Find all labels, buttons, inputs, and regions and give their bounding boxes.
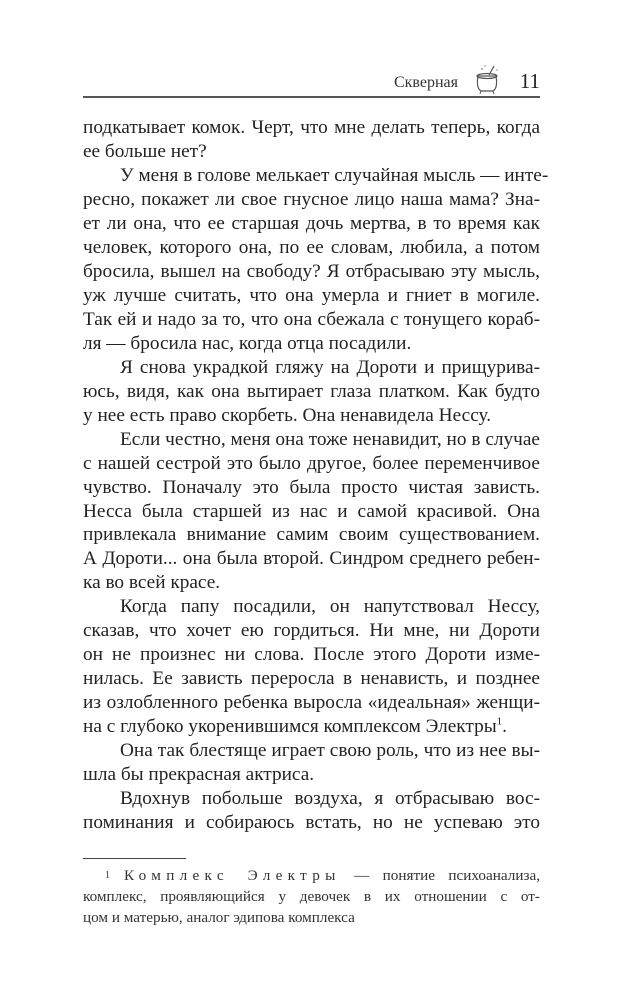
text-line: сказав, что хочет ею гордиться. Ни мне, ни Дороти (83, 620, 540, 642)
text-line: ля — бросила нас, когда отца посадили. (83, 332, 412, 354)
footnote-line: комплекс, проявляющийся у девочек в их отношении с от- (83, 888, 540, 905)
text-line: Она так блестяще играет свою роль, что из нее вы- (120, 740, 540, 762)
text-line: человек, которого она, по ее словам, любила, а потом (83, 236, 540, 258)
text-line: подкатывает комок. Черт, что мне делать теперь, когда (83, 117, 540, 138)
text-line: из озлобленного ребенка выросла «идеальная» женщи- (83, 692, 540, 714)
text-line: А Дороти... она была второй. Синдром среднего ребен- (83, 548, 540, 570)
text-line: шла бы прекрасная актриса. (83, 764, 315, 786)
text-line: Я снова украдкой гляжу на Дороти и прищурива- (120, 356, 540, 378)
text-line: Когда папу посадили, он напутствовал Нессу, (120, 596, 540, 618)
footnote-line: цом и матерью, аналог эдипова комплекса (83, 909, 355, 926)
text-line: Если честно, меня она тоже ненавидит, но в случае (120, 428, 540, 450)
footnote-mark: 1 (105, 870, 110, 881)
header-rule (83, 96, 540, 98)
text-line: на с глубоко укоренившимся комплексом Электры$^1$. (83, 715, 507, 738)
footnote-rule (83, 858, 186, 859)
paragraph (83, 595, 540, 739)
text-line: поминания и собираюсь встать, но не успеваю это (83, 812, 540, 834)
footnote (83, 865, 540, 928)
running-title: Скверная (393, 74, 458, 91)
footnote-reference: 1 (496, 715, 503, 728)
paragraph (83, 356, 540, 428)
paragraph (83, 428, 540, 596)
paragraph (83, 739, 540, 787)
text-line: Несса была старшей из нас и самой красивой. Она (83, 500, 540, 522)
text-line: ка во всей красе. (83, 572, 221, 594)
cauldron-icon (470, 62, 504, 96)
text-line: Так ей и надо за то, что она сбежала с тонущего кораб- (83, 308, 540, 330)
text-line: юсь, видя, как она вытирает глаза платком. Как будто (83, 380, 540, 402)
text-line: привлекала внимание самим своим существованием. (83, 524, 540, 546)
text-line: ее больше нет? (83, 140, 207, 162)
text-line: ет ли она, что ее старшая дочь мертва, в то время как (83, 212, 540, 234)
paragraph (83, 164, 549, 356)
paragraph (83, 116, 540, 164)
page-number: 11 (519, 69, 540, 93)
text-line: уж лучше считать, что она умерла и гниет в могиле. (83, 284, 540, 306)
text-line: с нашей сестрой это было другое, более переменчивое (83, 452, 540, 474)
text-line: У меня в голове мелькает случайная мысль — инте- (120, 164, 549, 186)
text-line: Вдохнув побольше воздуха, я отбрасываю вос- (120, 788, 540, 810)
text-line: бросила, вышел на свободу? Я отбрасываю эту мысль, (83, 260, 540, 282)
footnote-definition-start: — понятие психоанализа, (354, 867, 541, 884)
running-header (83, 66, 540, 96)
footnote-term: Комплекс Электры (124, 867, 341, 884)
paragraph (83, 787, 540, 835)
body-text (83, 116, 549, 835)
text-line: он не произнес ни слова. После этого Дороти изме- (83, 644, 540, 666)
text-line: у нее есть право скорбеть. Она ненавидела Нессу. (83, 404, 492, 426)
text-line: нилась. Ее зависть переросла в ненависть, и позднее (83, 668, 540, 690)
text-line: чувство. Поначалу это была просто чистая зависть. (83, 476, 540, 498)
text-line: ресно, покажет ли свое гнусное лицо наша мама? Зна- (83, 188, 540, 210)
